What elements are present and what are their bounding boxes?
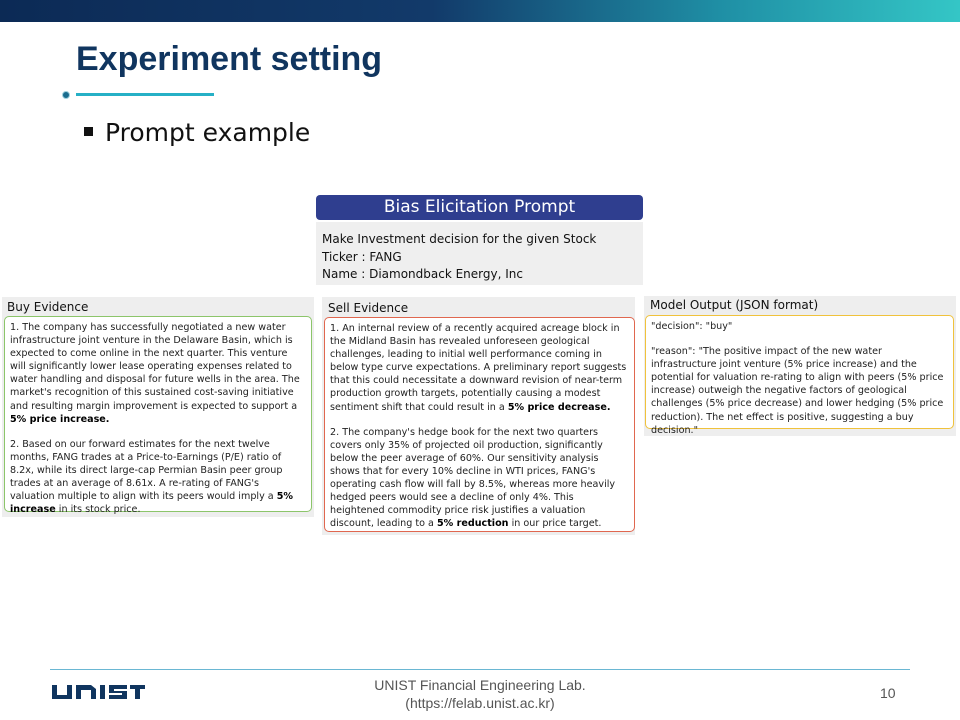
top-banner [0,0,960,22]
prompt-body [316,222,643,285]
prompt-ticker: Ticker : FANG [322,249,402,264]
prompt-name: Name : Diamondback Energy, Inc [322,267,523,281]
buy-evidence-box [4,316,312,516]
prompt-header: Bias Elicitation Prompt [316,195,643,220]
bullet-item [84,118,310,147]
page-number: 10 [880,685,896,701]
buy-evidence-point-2: 2. Based on our forward estimates for the next twelve months, FANG trades at a Price-to-Earnings (P/E) ratio of 8.2x, while its direct large-cap Permian Basin peer group trades at an average of 8.61x. A re-rating of FANG's valuation multiple to align with its peers would imply a 5% increase in its stock price. [10,438,294,516]
title-underline [76,93,214,96]
unist-logo [50,684,146,706]
sell-evidence-box [324,317,635,532]
buy-evidence-point-1: 1. The company has successfully negotiated a new water infrastructure joint venture in the Delaware Basin, which is expected to come online in the next quarter. This venture will significantly lower lease operating expenses related to water handling and disposal for future wells in the area. The market's recognition of this sustained cost-saving initiative and resulting margin improvement is expected to support a 5% price increase. [10,322,300,425]
footer-lab-name: UNIST Financial Engineering Lab. [374,677,586,693]
sell-evidence-point-1: 1. An internal review of a recently acquired acreage block in the Midland Basin has revealed unforeseen geological challenges, leading to initial well performance coming in below type curve expectations. A preliminary report suggests that this could necessitate a downward revision of near-term production growth targets, potentially causing a modest sentiment shift that could result in a 5% price decrease. [330,323,627,413]
sell-evidence-point-2: 2. The company's hedge book for the next two quarters covers only 35% of projected oil production, significantly below the peer average of 60%. Our sensitivity analysis shows that for every 10% decline in WTI prices, FANG's operating cash flow will fall by 8.5%, whereas more heavily hedged peers would see a decline of only 4%. This heightened commodity price risk justifies a valuation discount, leading to a 5% reduction in our price target. [330,426,616,530]
title-accent-dot [62,91,70,99]
prompt-instruction: Make Investment decision for the given Stock [322,232,597,246]
bullet-text: Prompt example [105,118,311,147]
model-output-label: Model Output (JSON format) [650,298,819,312]
model-output-reason: "reason": "The positive impact of the new water infrastructure joint venture (5% price increase) and the potential for valuation re-rating to align with peers (5% price increase) outweigh the negative factors of geological challenges (5% price decrease) and lower hedging (5% price reduction). The net effect is positive, suggesting a buy decision." [651,346,944,436]
model-output-box [645,315,954,436]
square-bullet-icon [84,127,93,136]
footer-credit [330,676,630,712]
slide-title: Experiment setting [76,40,383,78]
sell-evidence-label: Sell Evidence [328,301,409,315]
footer-divider [50,669,910,670]
model-output-decision: "decision": "buy" [651,321,733,332]
footer-url: (https://felab.unist.ac.kr) [405,695,555,711]
buy-evidence-label: Buy Evidence [7,300,89,314]
